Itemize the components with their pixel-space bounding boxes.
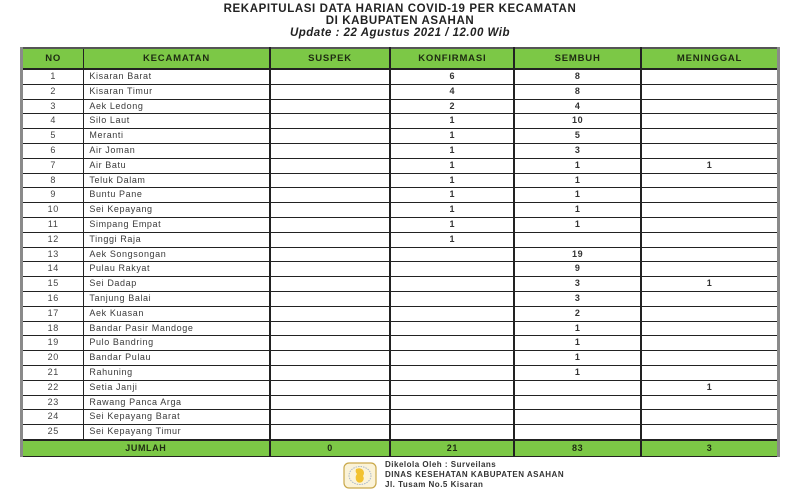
column-header-kecamatan: KECAMATAN [84, 48, 270, 69]
cell-konfirmasi: 1 [390, 188, 514, 203]
table-row [22, 232, 779, 247]
table-row [22, 425, 779, 440]
cell-no: 9 [22, 188, 84, 203]
cell-konfirmasi [390, 336, 514, 351]
table-row [22, 410, 779, 425]
cell-meninggal: 1 [641, 380, 778, 395]
cell-sembuh [514, 380, 641, 395]
cell-no: 15 [22, 277, 84, 292]
cell-suspek [270, 188, 391, 203]
cell-meninggal [641, 203, 778, 218]
dinas-kesehatan-seal-icon [343, 462, 377, 489]
cell-suspek [270, 69, 391, 84]
cell-konfirmasi [390, 351, 514, 366]
cell-kecamatan: Teluk Dalam [84, 173, 270, 188]
cell-no: 2 [22, 84, 84, 99]
cell-meninggal [641, 129, 778, 144]
cell-suspek [270, 143, 391, 158]
cell-sembuh: 1 [514, 158, 641, 173]
cell-sembuh: 19 [514, 247, 641, 262]
cell-meninggal [641, 365, 778, 380]
cell-suspek [270, 262, 391, 277]
cell-sembuh: 5 [514, 129, 641, 144]
cell-no: 7 [22, 158, 84, 173]
cell-no: 13 [22, 247, 84, 262]
cell-konfirmasi [390, 277, 514, 292]
cell-konfirmasi: 4 [390, 84, 514, 99]
cell-sembuh [514, 395, 641, 410]
cell-meninggal [641, 114, 778, 129]
cell-konfirmasi: 1 [390, 203, 514, 218]
cell-konfirmasi: 1 [390, 158, 514, 173]
cell-suspek [270, 410, 391, 425]
cell-suspek [270, 217, 391, 232]
cell-no: 23 [22, 395, 84, 410]
cell-meninggal [641, 143, 778, 158]
table-row [22, 69, 779, 84]
cell-no: 5 [22, 129, 84, 144]
report-title-block [0, 3, 800, 39]
table-row [22, 114, 779, 129]
column-header-meninggal: MENINGGAL [641, 48, 778, 69]
cell-konfirmasi [390, 262, 514, 277]
cell-sembuh: 1 [514, 321, 641, 336]
table-row [22, 158, 779, 173]
cell-sembuh: 8 [514, 84, 641, 99]
cell-sembuh [514, 425, 641, 440]
cell-no: 25 [22, 425, 84, 440]
cell-sembuh: 10 [514, 114, 641, 129]
cell-sembuh: 1 [514, 336, 641, 351]
cell-suspek [270, 129, 391, 144]
footer-managed-by: Dikelola Oleh : Surveilans [385, 460, 497, 469]
cell-sembuh: 1 [514, 203, 641, 218]
cell-kecamatan: Silo Laut [84, 114, 270, 129]
cell-no: 17 [22, 306, 84, 321]
cell-konfirmasi: 1 [390, 232, 514, 247]
table-row [22, 351, 779, 366]
cell-meninggal [641, 425, 778, 440]
cell-meninggal [641, 69, 778, 84]
cell-no: 19 [22, 336, 84, 351]
cell-konfirmasi: 1 [390, 129, 514, 144]
cell-kecamatan: Rahuning [84, 365, 270, 380]
cell-meninggal [641, 291, 778, 306]
table-row [22, 84, 779, 99]
table-row [22, 129, 779, 144]
cell-kecamatan: Kisaran Barat [84, 69, 270, 84]
cell-kecamatan: Sei Dadap [84, 277, 270, 292]
cell-konfirmasi: 1 [390, 143, 514, 158]
cell-suspek [270, 425, 391, 440]
cell-no: 21 [22, 365, 84, 380]
cell-kecamatan: Air Joman [84, 143, 270, 158]
cell-sembuh: 3 [514, 143, 641, 158]
cell-kecamatan: Rawang Panca Arga [84, 395, 270, 410]
cell-no: 8 [22, 173, 84, 188]
column-header-sembuh: SEMBUH [514, 48, 641, 69]
cell-suspek [270, 291, 391, 306]
column-header-suspek: SUSPEK [270, 48, 391, 69]
cell-suspek [270, 277, 391, 292]
cell-konfirmasi [390, 395, 514, 410]
report-region: DI KABUPATEN ASAHAN [325, 15, 475, 27]
total-sembuh: 83 [514, 440, 641, 457]
cell-sembuh: 3 [514, 291, 641, 306]
cell-meninggal [641, 99, 778, 114]
cell-no: 22 [22, 380, 84, 395]
cell-suspek [270, 114, 391, 129]
cell-kecamatan: Sei Kepayang [84, 203, 270, 218]
cell-sembuh: 1 [514, 365, 641, 380]
cell-meninggal [641, 217, 778, 232]
cell-suspek [270, 380, 391, 395]
cell-konfirmasi [390, 306, 514, 321]
table-row [22, 203, 779, 218]
cell-meninggal [641, 232, 778, 247]
cell-kecamatan: Sei Kepayang Barat [84, 410, 270, 425]
cell-suspek [270, 395, 391, 410]
cell-no: 12 [22, 232, 84, 247]
cell-meninggal [641, 173, 778, 188]
cell-no: 20 [22, 351, 84, 366]
table-header-row [22, 48, 779, 69]
cell-konfirmasi [390, 247, 514, 262]
cell-suspek [270, 306, 391, 321]
cell-kecamatan: Bandar Pulau [84, 351, 270, 366]
cell-suspek [270, 158, 391, 173]
table-row [22, 262, 779, 277]
cell-kecamatan: Simpang Empat [84, 217, 270, 232]
cell-konfirmasi: 2 [390, 99, 514, 114]
cell-meninggal [641, 306, 778, 321]
cell-no: 14 [22, 262, 84, 277]
table-row [22, 365, 779, 380]
cell-meninggal [641, 351, 778, 366]
cell-meninggal [641, 247, 778, 262]
cell-konfirmasi [390, 380, 514, 395]
cell-meninggal [641, 321, 778, 336]
cell-sembuh: 3 [514, 277, 641, 292]
cell-suspek [270, 321, 391, 336]
cell-no: 11 [22, 217, 84, 232]
cell-suspek [270, 232, 391, 247]
cell-kecamatan: Pulo Bandring [84, 336, 270, 351]
cell-kecamatan: Aek Songsongan [84, 247, 270, 262]
cell-meninggal [641, 262, 778, 277]
table-row [22, 247, 779, 262]
cell-no: 4 [22, 114, 84, 129]
table-row [22, 306, 779, 321]
cell-meninggal: 1 [641, 158, 778, 173]
cell-kecamatan: Tinggi Raja [84, 232, 270, 247]
total-konfirmasi: 21 [390, 440, 514, 457]
cell-konfirmasi: 1 [390, 114, 514, 129]
cell-sembuh: 1 [514, 351, 641, 366]
cell-sembuh [514, 232, 641, 247]
total-meninggal: 3 [641, 440, 778, 457]
cell-sembuh: 1 [514, 217, 641, 232]
cell-sembuh [514, 410, 641, 425]
cell-meninggal: 1 [641, 277, 778, 292]
cell-suspek [270, 173, 391, 188]
cell-kecamatan: Kisaran Timur [84, 84, 270, 99]
cell-kecamatan: Aek Ledong [84, 99, 270, 114]
cell-no: 16 [22, 291, 84, 306]
cell-konfirmasi [390, 425, 514, 440]
cell-no: 3 [22, 99, 84, 114]
cell-kecamatan: Aek Kuasan [84, 306, 270, 321]
cell-no: 10 [22, 203, 84, 218]
footer-address: Jl. Tusam No.5 Kisaran [385, 480, 484, 489]
total-row [22, 440, 779, 457]
cell-sembuh: 2 [514, 306, 641, 321]
cell-suspek [270, 203, 391, 218]
cell-konfirmasi [390, 365, 514, 380]
table-row [22, 173, 779, 188]
covid-recap-table [20, 47, 780, 457]
cell-kecamatan: Buntu Pane [84, 188, 270, 203]
cell-konfirmasi [390, 410, 514, 425]
table-row [22, 188, 779, 203]
table-row [22, 395, 779, 410]
cell-no: 6 [22, 143, 84, 158]
table-body [22, 69, 779, 440]
total-suspek: 0 [270, 440, 391, 457]
total-label: JUMLAH [22, 440, 270, 457]
cell-meninggal [641, 410, 778, 425]
table-row [22, 380, 779, 395]
cell-kecamatan: Tanjung Balai [84, 291, 270, 306]
report-title: REKAPITULASI DATA HARIAN COVID-19 PER KECAMATAN [223, 3, 577, 15]
table-row [22, 143, 779, 158]
report-update-date: Update : 22 Agustus 2021 / 12.00 Wib [289, 27, 511, 39]
cell-meninggal [641, 336, 778, 351]
cell-meninggal [641, 84, 778, 99]
cell-sembuh: 1 [514, 188, 641, 203]
table-row [22, 277, 779, 292]
column-header-konfirmasi: KONFIRMASI [390, 48, 514, 69]
cell-sembuh: 9 [514, 262, 641, 277]
cell-kecamatan: Setia Janji [84, 380, 270, 395]
cell-kecamatan: Pulau Rakyat [84, 262, 270, 277]
cell-sembuh: 1 [514, 173, 641, 188]
table-row [22, 321, 779, 336]
column-header-no: NO [22, 48, 84, 69]
cell-suspek [270, 247, 391, 262]
cell-konfirmasi [390, 321, 514, 336]
cell-konfirmasi: 1 [390, 173, 514, 188]
cell-sembuh: 8 [514, 69, 641, 84]
table-row [22, 291, 779, 306]
cell-kecamatan: Air Batu [84, 158, 270, 173]
cell-konfirmasi [390, 291, 514, 306]
cell-konfirmasi: 1 [390, 217, 514, 232]
cell-konfirmasi: 6 [390, 69, 514, 84]
cell-no: 24 [22, 410, 84, 425]
cell-suspek [270, 99, 391, 114]
cell-no: 1 [22, 69, 84, 84]
cell-meninggal [641, 188, 778, 203]
cell-suspek [270, 84, 391, 99]
table-row [22, 336, 779, 351]
footer-agency: DINAS KESEHATAN KABUPATEN ASAHAN [385, 470, 565, 479]
cell-sembuh: 4 [514, 99, 641, 114]
cell-suspek [270, 365, 391, 380]
table-row [22, 99, 779, 114]
cell-suspek [270, 351, 391, 366]
cell-suspek [270, 336, 391, 351]
footer-credits [343, 460, 564, 490]
cell-no: 18 [22, 321, 84, 336]
cell-meninggal [641, 395, 778, 410]
table-row [22, 217, 779, 232]
cell-kecamatan: Meranti [84, 129, 270, 144]
cell-kecamatan: Sei Kepayang Timur [84, 425, 270, 440]
cell-kecamatan: Bandar Pasir Mandoge [84, 321, 270, 336]
